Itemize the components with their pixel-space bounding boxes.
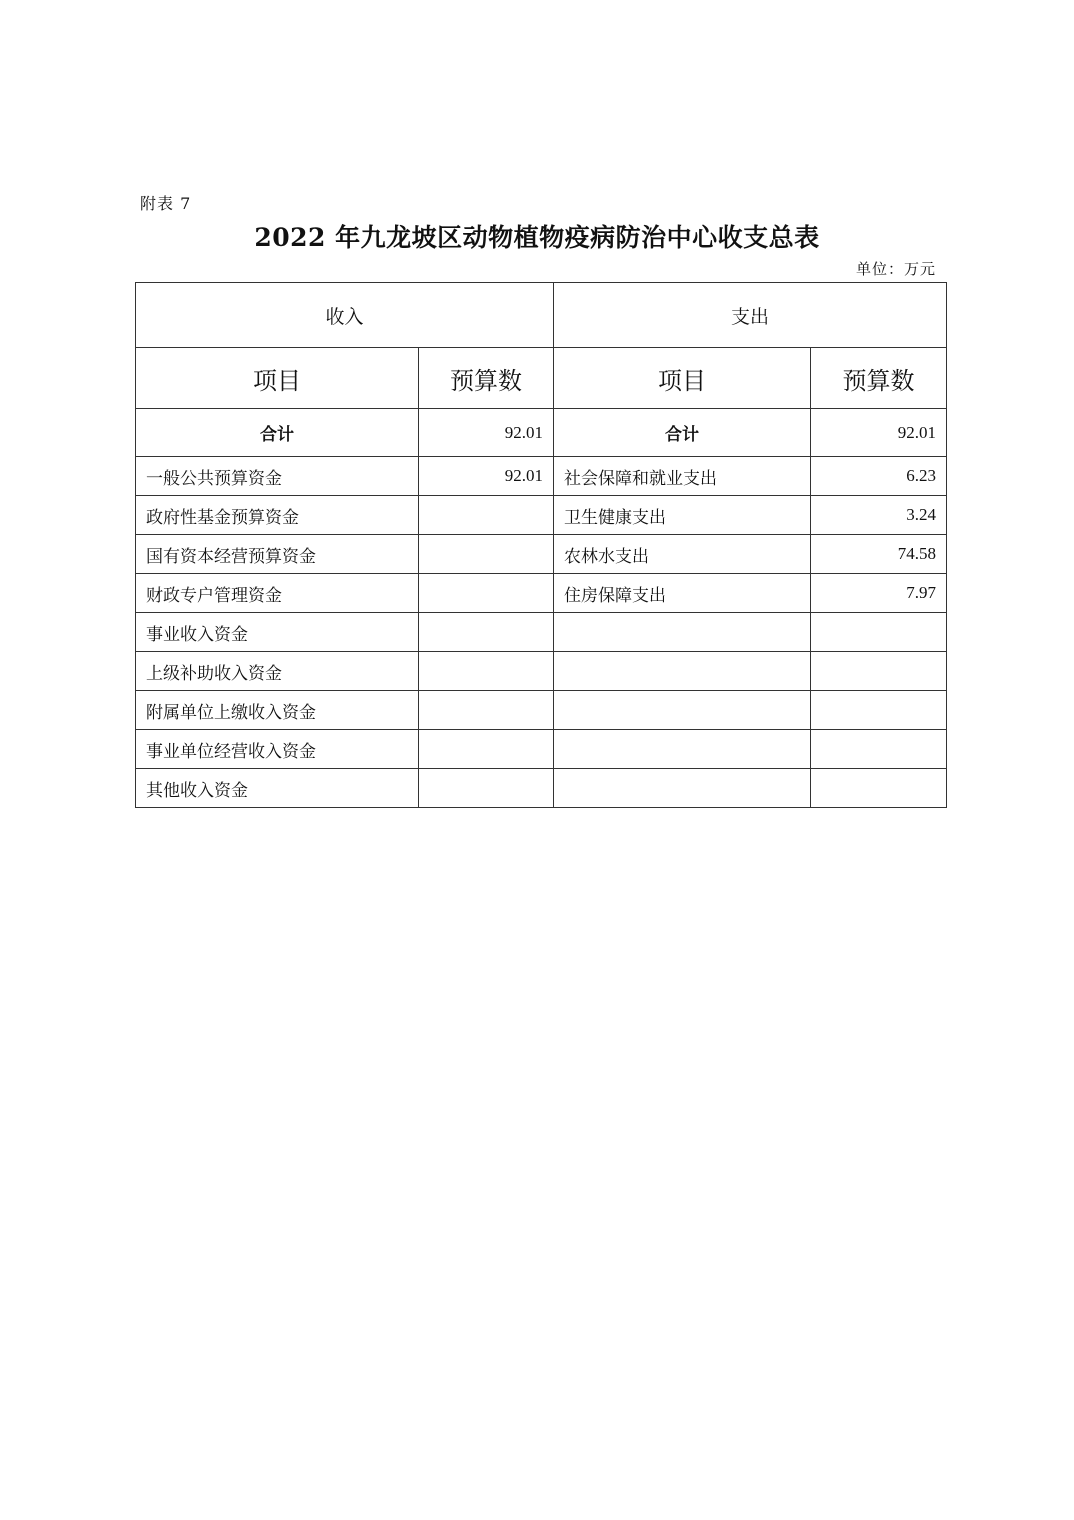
group-header-row: [136, 283, 947, 348]
attachment-label: 附表 7: [140, 194, 192, 213]
expense-value: [811, 730, 947, 769]
expense-value: 74.58: [811, 535, 947, 574]
expense-item: 社会保障和就业支出: [554, 457, 811, 496]
table-row: [136, 652, 947, 691]
income-value: 92.01: [419, 457, 554, 496]
income-item: 政府性基金预算资金: [136, 496, 419, 535]
expense-value: 7.97: [811, 574, 947, 613]
expense-total-value: 92.01: [811, 409, 947, 457]
expense-item: 卫生健康支出: [554, 496, 811, 535]
budget-table-body: [136, 283, 947, 808]
income-item: 财政专户管理资金: [136, 574, 419, 613]
income-item: 一般公共预算资金: [136, 457, 419, 496]
budget-table: [135, 282, 947, 808]
income-value: [419, 574, 554, 613]
expense-item: [554, 652, 811, 691]
table-row: [136, 457, 947, 496]
table-row: [136, 730, 947, 769]
income-value: [419, 769, 554, 808]
expense-item-column-header: 项目: [554, 348, 811, 409]
income-value: [419, 691, 554, 730]
table-row: [136, 496, 947, 535]
expense-item: [554, 769, 811, 808]
table-row: [136, 535, 947, 574]
expense-item: 农林水支出: [554, 535, 811, 574]
expense-value: [811, 613, 947, 652]
expense-item: 住房保障支出: [554, 574, 811, 613]
income-item: 事业收入资金: [136, 613, 419, 652]
total-row: [136, 409, 947, 457]
income-value: [419, 730, 554, 769]
income-item: 事业单位经营收入资金: [136, 730, 419, 769]
income-total-label: 合计: [136, 409, 419, 457]
income-value: [419, 496, 554, 535]
expense-value: 3.24: [811, 496, 947, 535]
income-item: 上级补助收入资金: [136, 652, 419, 691]
income-item-column-header: 项目: [136, 348, 419, 409]
income-value: [419, 535, 554, 574]
table-row: [136, 613, 947, 652]
expense-item: [554, 613, 811, 652]
expense-item: [554, 730, 811, 769]
expense-item: [554, 691, 811, 730]
column-header-row: [136, 348, 947, 409]
table-row: [136, 691, 947, 730]
income-budget-column-header: 预算数: [419, 348, 554, 409]
table-row: [136, 574, 947, 613]
expense-value: [811, 691, 947, 730]
expense-value: [811, 652, 947, 691]
expense-value: 6.23: [811, 457, 947, 496]
expense-header: 支出: [554, 283, 947, 348]
expense-total-label: 合计: [554, 409, 811, 457]
income-total-value: 92.01: [419, 409, 554, 457]
income-item: 国有资本经营预算资金: [136, 535, 419, 574]
table-row: [136, 769, 947, 808]
expense-value: [811, 769, 947, 808]
unit-label: 单位：万元: [855, 260, 936, 278]
income-header: 收入: [136, 283, 554, 348]
expense-budget-column-header: 预算数: [811, 348, 947, 409]
income-item: 其他收入资金: [136, 769, 419, 808]
income-item: 附属单位上缴收入资金: [136, 691, 419, 730]
income-value: [419, 652, 554, 691]
income-value: [419, 613, 554, 652]
document-title: 2022 年九龙坡区动物植物疫病防治中心收支总表: [254, 223, 820, 252]
